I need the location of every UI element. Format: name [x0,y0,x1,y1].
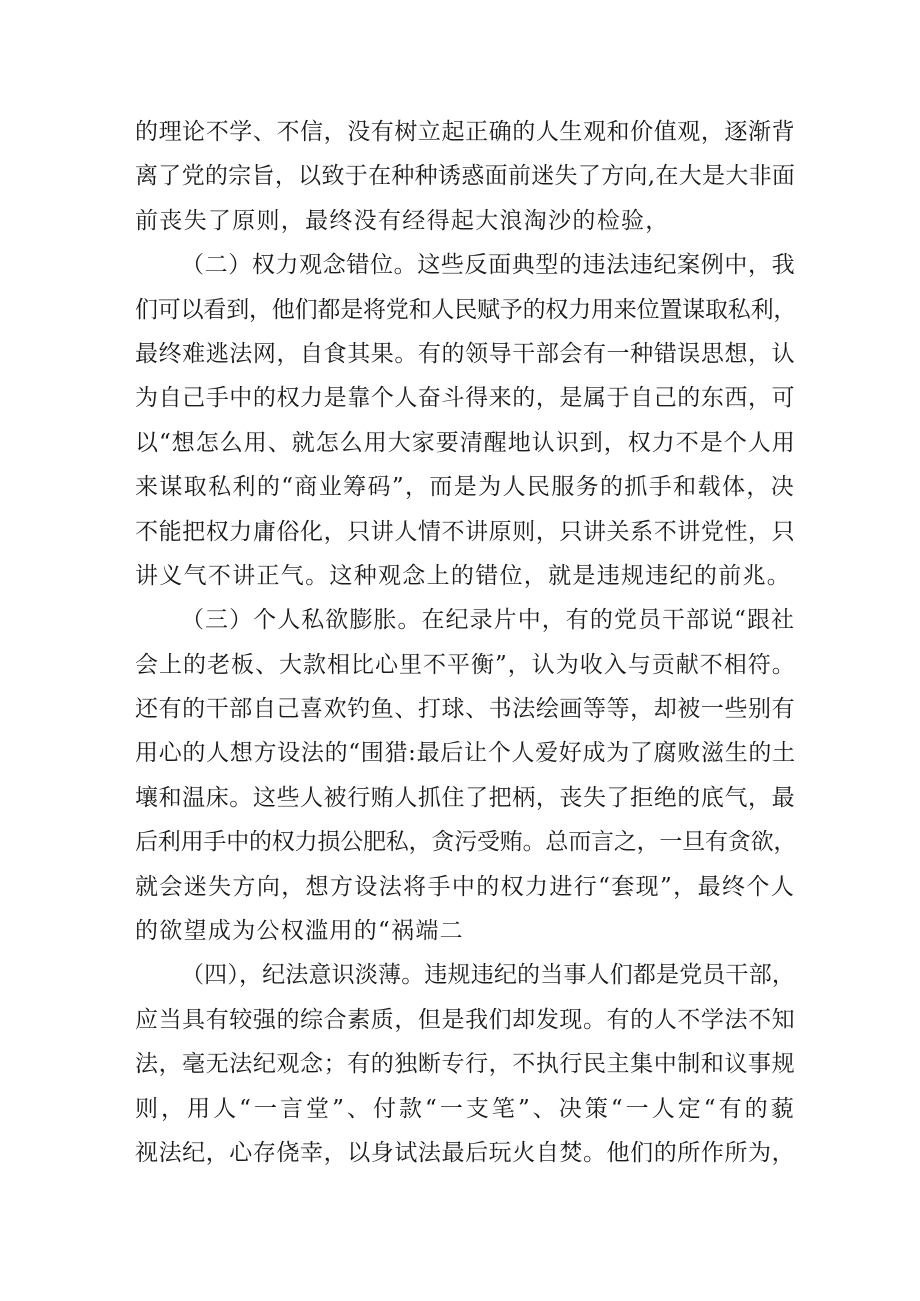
text-line: 的欲望成为公权滥用的“祸端二 [135,918,464,945]
text-line: 视法纪，心存侥幸，以身试法最后玩火自焚。他们的所作所为， [135,1139,795,1166]
text-line: 就会迷失方向，想方设法将手中的权力进行“套现”，最终个人 [135,873,795,900]
text-line: 用心的人想方设法的“围猎:最后让个人爱好成为了腐败滋生的土 [135,740,796,767]
section-3-heading-line: （三）个人私欲膨胀。在纪录片中，有的党员干部说“跟社 [181,607,795,634]
text-line: 讲义气不讲正气。这种观念上的错位，就是违规违纪的前兆。 [135,562,792,589]
text-line: 会上的老板、大款相比心里不平衡”，认为收入与贡献不相符。 [135,651,796,678]
text-line: 最终难逃法网，自食其果。有的领导干部会有一种错误思想，认 [135,340,795,367]
text-line: 不能把权力庸俗化，只讲人情不讲原则，只讲关系不讲党性，只 [135,518,795,545]
text-line: 们可以看到，他们都是将党和人民赋予的权力用来位置谋取私利， [135,296,797,323]
body-text [135,110,795,1175]
text-line: 为自己手中的权力是靠个人奋斗得来的，是属于自己的东西，可 [135,385,795,412]
text-line: 以“想怎么用、就怎么用大家要清醒地认识到，权力不是个人用 [135,429,796,456]
text-line: 还有的干部自己喜欢钓鱼、打球、书法绘画等等，却被一些别有 [135,696,795,723]
text-line: 法，毫无法纪观念；有的独断专行，不执行民主集中制和议事规 [135,1051,795,1078]
section-2-heading-line: （二）权力观念错位。这些反面典型的违法违纪案例中，我 [181,252,795,279]
text-line: 前丧失了原则，最终没有经得起大浪淘沙的检验， [135,207,670,234]
text-line: 后利用手中的权力损公肥私，贪污受贿。总而言之，一旦有贪欲， [135,829,797,856]
text-line: 的理论不学、不信，没有树立起正确的人生观和价值观，逐渐背 [135,119,795,145]
section-4-heading-line: （四），纪法意识淡薄。违规违纪的当事人们都是党员干部， [181,962,795,989]
text-line: 壤和温床。这些人被行贿人抓住了把柄，丧失了拒绝的底气，最 [135,784,795,811]
text-line: 来谋取私利的“商业筹码”，而是为人民服务的抓手和载体，决 [135,474,795,501]
text-line: 离了党的宗旨，以致于在种种诱惑面前迷失了方向,在大是大非面 [135,163,795,190]
text-line: 则，用人“一言堂”、付款“一支笔”、决策“一人定“有的藐 [135,1095,795,1122]
text-line: 应当具有较强的综合素质，但是我们却发现。有的人不学法不知 [135,1006,795,1033]
